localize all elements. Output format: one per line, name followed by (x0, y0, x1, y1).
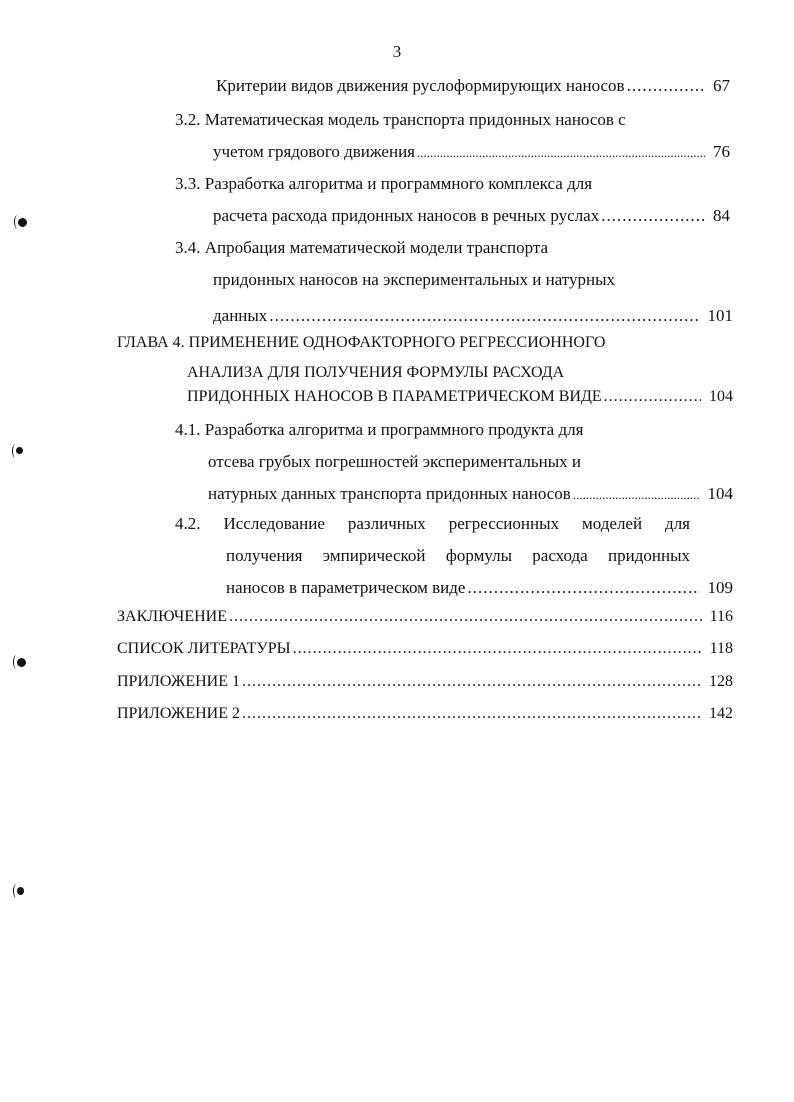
toc-entry-title-cont: отсева грубых погрешностей экспериментальных и (208, 452, 582, 471)
toc-entry-3-2[interactable] (175, 110, 695, 134)
toc-entry-title-cont: получения эмпирической формулы расхода придонных (226, 546, 690, 565)
toc-chapter-4-cont2[interactable] (187, 388, 733, 412)
toc-page-number: 76 (713, 142, 730, 161)
toc-entry-title: ЗАКЛЮЧЕНИЕ (117, 608, 227, 625)
toc-appendix-2[interactable] (117, 705, 733, 729)
toc-entry-4-1-cont2[interactable] (208, 484, 733, 508)
toc-chapter-4-cont[interactable] (187, 364, 687, 388)
dot-leader (242, 705, 701, 723)
toc-page-number: 142 (709, 705, 733, 722)
toc-entry-title: ПРИЛОЖЕНИЕ 1 (117, 673, 241, 690)
toc-appendix-1[interactable] (117, 673, 733, 697)
toc-entry-4-2-cont2[interactable] (226, 578, 733, 602)
toc-page-number: 84 (713, 206, 730, 225)
dot-leader (229, 608, 702, 626)
binder-hole-mark (17, 887, 24, 895)
dot-leader (417, 145, 705, 161)
binder-hole-mark (16, 447, 23, 454)
toc-page-number: 104 (709, 388, 733, 405)
dot-leader (242, 673, 701, 691)
toc-conclusion[interactable] (117, 608, 733, 632)
toc-entry-3-3-cont[interactable] (213, 206, 730, 230)
toc-entry-3-4-cont2[interactable] (213, 306, 733, 330)
dot-leader (604, 388, 701, 406)
toc-page-number: 101 (707, 306, 733, 325)
toc-entry-title-cont: учетом грядового движения (213, 142, 415, 161)
toc-page-number: 128 (709, 673, 733, 690)
toc-page-number: 109 (707, 578, 733, 597)
toc-entry-title: Математическая модель транспорта придонных наносов с (204, 110, 626, 129)
toc-entry-4-2[interactable] (175, 514, 690, 538)
binder-hole-mark (18, 218, 27, 227)
binder-hole-mark (17, 658, 26, 667)
toc-chapter-title-cont: ПРИДОННЫХ НАНОСОВ В ПАРАМЕТРИЧЕСКОМ ВИДЕ (187, 388, 602, 405)
toc-entry-title-cont: натурных данных транспорта придонных наносов (208, 484, 571, 503)
toc-entry-3-4[interactable] (175, 238, 695, 262)
dot-leader (467, 578, 699, 598)
toc-entry-title: Разработка алгоритма и программного комплекса для (204, 174, 593, 193)
toc-entry-title: Разработка алгоритма и программного продукта для (204, 420, 584, 439)
toc-entry-4-1-cont[interactable] (208, 452, 728, 476)
dot-leader (573, 487, 700, 503)
toc-entry-title: Апробация математической модели транспорта (204, 238, 549, 257)
toc-entry-title-cont: данных (213, 306, 268, 325)
toc-page-number: 116 (709, 608, 733, 625)
toc-entry-title-cont: придонных наносов на экспериментальных и натурных (213, 270, 616, 289)
toc-entry-3-2-cont[interactable] (213, 142, 730, 166)
toc-entry-title-cont: наносов в параметрическом виде (226, 578, 466, 597)
toc-chapter-4[interactable] (117, 334, 677, 358)
toc-section-number: 4.1. (175, 420, 201, 439)
toc-entry-3-3[interactable] (175, 174, 695, 198)
toc-entry-3-4-cont[interactable] (213, 270, 733, 294)
toc-section-number: 3.2. (175, 110, 201, 129)
toc-entry-title: ПРИЛОЖЕНИЕ 2 (117, 705, 241, 722)
toc-page-number: 118 (709, 640, 733, 657)
toc-section-number: 4.2. (175, 514, 201, 533)
toc-chapter-title: ГЛАВА 4. ПРИМЕНЕНИЕ ОДНОФАКТОРНОГО РЕГРЕССИОННОГО (117, 334, 606, 351)
dot-leader (627, 76, 705, 96)
toc-page-number: 104 (707, 484, 733, 503)
toc-entry-title-cont: расчета расхода придонных наносов в речных руслах (213, 206, 600, 225)
toc-chapter-title-cont: АНАЛИЗА ДЛЯ ПОЛУЧЕНИЯ ФОРМУЛЫ РАСХОДА (187, 364, 565, 381)
dot-leader (293, 640, 702, 658)
toc-references[interactable] (117, 640, 733, 664)
page-number: 3 (392, 42, 402, 61)
toc-entry-title: Исследование различных регрессионных моделей для (223, 514, 690, 533)
dot-leader (601, 206, 705, 226)
dot-leader (269, 306, 699, 326)
toc-entry-criteria[interactable] (216, 76, 730, 100)
toc-entry-title: Критерии видов движения руслоформирующих наносов (216, 76, 625, 95)
toc-entry-4-2-cont[interactable] (226, 546, 690, 570)
toc-entry-4-1[interactable] (175, 420, 695, 444)
toc-section-number: 3.4. (175, 238, 201, 257)
toc-section-number: 3.3. (175, 174, 201, 193)
toc-page-number: 67 (713, 76, 730, 95)
toc-entry-title: СПИСОК ЛИТЕРАТУРЫ (117, 640, 291, 657)
